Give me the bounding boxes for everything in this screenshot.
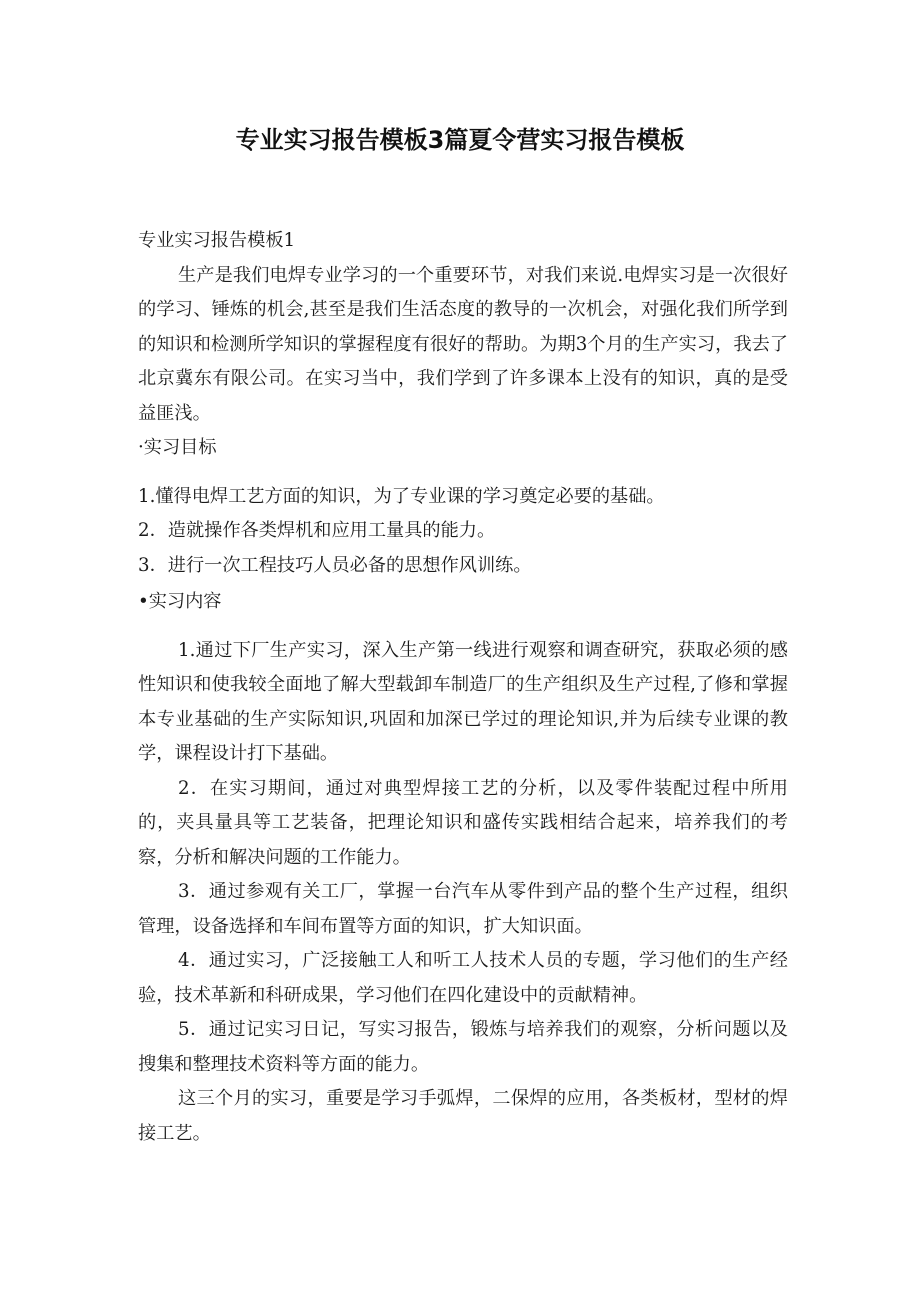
document-body <box>138 224 788 1151</box>
intro-paragraph: 生产是我们电焊专业学习的一个重要环节，对我们来说.电焊实习是一次很好的学习、锤炼的机会,甚至是我们生活态度的教导的一次机会，对强化我们所学到的知识和检测所学知识的掌握程度有很好的帮助。为期3个月的生产实习，我去了北京冀东有限公司。在实习当中，我们学到了许多课本上没有的知识，真的是受益匪浅。 <box>138 264 788 424</box>
content-item: 4．通过实习，广泛接触工人和听工人技术人员的专题，学习他们的生产经验，技术革新和科研成果，学习他们在四化建设中的贡献精神。 <box>138 950 788 1006</box>
content-item: 3．通过参观有关工厂，掌握一台汽车从零件到产品的整个生产过程，组织管理，设备选择和车间布置等方面的知识，扩大知识面。 <box>138 881 788 937</box>
content-item: 1.通过下厂生产实习，深入生产第一线进行观察和调查研究，获取必须的感性知识和使我较全面地了解大型载卸车制造厂的生产组织及生产过程,了修和掌握本专业基础的生产实际知识,巩固和加深已学过的理论知识,并为后续专业课的教学，课程设计打下基础。 <box>138 639 788 764</box>
goals-heading: ·实习目标 <box>138 437 217 458</box>
content-item: 2．在实习期间，通过对典型焊接工艺的分析，以及零件装配过程中所用的，夹具量具等工艺装备，把理论知识和盛传实践相结合起来，培养我们的考察，分析和解决问题的工作能力。 <box>138 777 788 868</box>
section-heading: 专业实习报告模板1 <box>138 230 296 251</box>
goal-item: 3．进行一次工程技巧人员必备的思想作风训练。 <box>138 554 532 576</box>
goal-item: 2．造就操作各类焊机和应用工量具的能力。 <box>138 520 496 541</box>
goal-item: 1.懂得电焊工艺方面的知识，为了专业课的学习奠定必要的基础。 <box>138 485 665 507</box>
document-title: 专业实习报告模板3篇夏令营实习报告模板 <box>235 126 685 154</box>
content-item: 5．通过记实习日记，写实习报告，锻炼与培养我们的观察，分析问题以及搜集和整理技术资料等方面的能力。 <box>138 1019 788 1075</box>
content-heading: •实习内容 <box>138 591 222 612</box>
conclusion-paragraph: 这三个月的实习，重要是学习手弧焊，二保焊的应用，各类板材，型材的焊接工艺。 <box>138 1088 788 1144</box>
